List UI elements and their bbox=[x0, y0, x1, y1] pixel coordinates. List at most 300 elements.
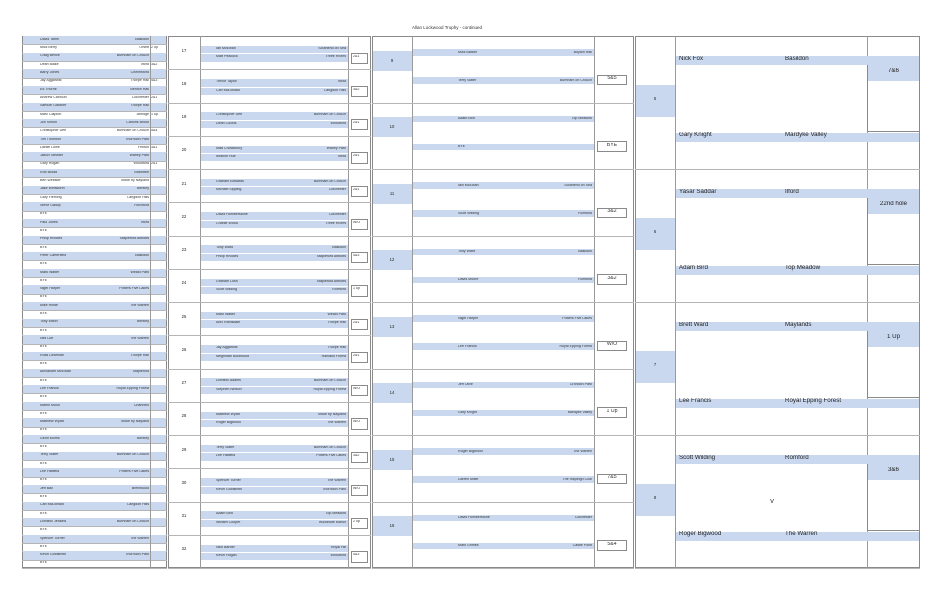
round2-bottom-name: Roger Bigwood bbox=[216, 421, 241, 425]
row-number bbox=[2, 146, 14, 154]
round2-top-club: Southend on Sea bbox=[318, 46, 346, 50]
entrant-name: Philip Rhodes bbox=[40, 237, 63, 241]
entrant-name: Jake Whitworth bbox=[40, 187, 65, 191]
entrant-name: Alexander McEwan bbox=[40, 370, 71, 374]
row-number bbox=[2, 113, 14, 121]
row-number bbox=[2, 262, 14, 270]
entrant-club: Rochford bbox=[134, 204, 149, 208]
round2-top-club: Stapleford Abbotts bbox=[316, 279, 346, 283]
row-number bbox=[2, 188, 14, 196]
row-number bbox=[2, 437, 14, 445]
entrant-club: Braintree bbox=[134, 170, 149, 174]
round2-rule bbox=[168, 402, 371, 403]
row-number bbox=[2, 121, 14, 129]
row-number bbox=[2, 553, 14, 561]
row-number bbox=[2, 354, 14, 362]
round3-bottom-club: Burnham on Crouch bbox=[559, 78, 592, 82]
entrant-club: Thorndon Park bbox=[125, 553, 149, 557]
round2-bottom-name: William Cooper bbox=[216, 520, 241, 524]
round2-match-number: 26 bbox=[181, 347, 187, 352]
round3-bottom-name: Terry Slater bbox=[458, 78, 477, 82]
round2-top-name: Adam Bird bbox=[216, 512, 233, 516]
round3-score: 5&4 bbox=[607, 541, 617, 547]
entrant-name: BYE bbox=[40, 511, 48, 515]
round3-top-club: Boyton Hall bbox=[573, 50, 592, 54]
round2-bottom-club: Thorndon Park bbox=[322, 487, 346, 491]
round2-match-number: 30 bbox=[181, 480, 187, 485]
round3-top-name: Tony Ward bbox=[458, 250, 476, 254]
round2-bottom-name: Ibrahim Hue bbox=[216, 155, 236, 159]
quarters-top-name: Yasar Saddar bbox=[679, 188, 717, 195]
row-number bbox=[2, 171, 14, 179]
entrant-club: Abridge bbox=[136, 112, 149, 116]
entrant-club: Burnham on Crouch bbox=[116, 453, 149, 457]
round2-score: 4&3 bbox=[353, 254, 360, 258]
round2-top-club: Burnham on Crouch bbox=[313, 113, 346, 117]
round3-top-name: Mick Barber bbox=[458, 50, 478, 54]
round3-rule bbox=[372, 568, 634, 569]
row-number bbox=[2, 520, 14, 528]
entrant-name: BYE bbox=[40, 445, 48, 449]
entrant-club: Chelmsford bbox=[130, 71, 149, 75]
entrant-name: BYE bbox=[40, 245, 48, 249]
row-number bbox=[2, 412, 14, 420]
row-number bbox=[2, 321, 14, 329]
row-number bbox=[2, 545, 14, 553]
entrant-club: Bentley bbox=[137, 187, 149, 191]
round2-top-club: Stoke by Nayland bbox=[317, 412, 346, 416]
entrant-club: The Warren bbox=[130, 337, 149, 341]
entrant-result: 5&4 bbox=[151, 129, 158, 133]
round3-top-club: Southend on Sea bbox=[564, 183, 592, 187]
round2-bottom-club: Woodford bbox=[330, 121, 346, 125]
round2-top-club: The Warren bbox=[327, 479, 346, 483]
entrant-name: Paul Jones bbox=[40, 220, 58, 224]
round2-match-number: 22 bbox=[181, 214, 187, 219]
round2-rule bbox=[168, 468, 371, 469]
round3-bottom-name: BYE bbox=[458, 145, 466, 149]
round3-top-name: Jeff Olive bbox=[458, 383, 473, 387]
quarters-match-number: 5 bbox=[653, 97, 657, 102]
row-number bbox=[2, 296, 14, 304]
round3-match-number: 10 bbox=[389, 125, 395, 130]
round2-match-number: 25 bbox=[181, 314, 187, 319]
entrant-name: Gary Hogan bbox=[40, 162, 60, 166]
round2-bottom-name: Kevin Goldsmith bbox=[216, 487, 243, 491]
row-number bbox=[2, 387, 14, 395]
round2-rule bbox=[168, 568, 371, 569]
entrant-name: Gary Fleming bbox=[40, 195, 62, 199]
row-number bbox=[2, 63, 14, 71]
entrant-name: Kevin Goldsmith bbox=[40, 553, 67, 557]
round2-score: 2&1 bbox=[353, 320, 360, 324]
quarters-score: 1 Up bbox=[886, 333, 901, 340]
entrant-club: Ilford bbox=[141, 220, 149, 224]
quarters-versus: V bbox=[770, 498, 775, 505]
entrant-name: BYE bbox=[40, 478, 48, 482]
round3-rule bbox=[372, 369, 634, 370]
round2-top-name: Graham Edwards bbox=[216, 179, 244, 183]
round2-score: W/O bbox=[353, 387, 361, 391]
round2-top-name: Christopher Dee bbox=[216, 113, 243, 117]
round2-top-name: Ian McEwan bbox=[216, 46, 236, 50]
row-number bbox=[2, 479, 14, 487]
row-number bbox=[2, 287, 14, 295]
quarters-top-name: Nick Fox bbox=[679, 55, 704, 62]
round2-top-club: Basildon bbox=[332, 246, 346, 250]
entrant-name: Lee Francis bbox=[40, 386, 59, 390]
round2-match-number: 19 bbox=[181, 115, 187, 120]
round2-bottom-name: Matt Peacock bbox=[216, 55, 238, 59]
round2-score: W/O bbox=[353, 420, 361, 424]
row-number bbox=[2, 487, 14, 495]
quarters-top-club: Basildon bbox=[785, 55, 809, 62]
entrant-club: Potters Five Lakes bbox=[119, 470, 149, 474]
round2-match-number: 24 bbox=[181, 281, 187, 286]
entrant-name: Barry Jones bbox=[40, 71, 60, 75]
round3-match-number: 16 bbox=[389, 524, 395, 529]
entrant-name: Mick Berry bbox=[40, 46, 57, 50]
row-number bbox=[2, 329, 14, 337]
entrant-name: Lee Hatfield bbox=[40, 470, 60, 474]
quarters-rule bbox=[635, 302, 920, 303]
row-number bbox=[2, 562, 14, 570]
row-number bbox=[2, 462, 14, 470]
row-number bbox=[2, 512, 14, 520]
round3-match-number: 15 bbox=[389, 457, 395, 462]
round2-bottom-name: Michael Sipping bbox=[216, 188, 242, 192]
round2-bottom-club: Potters Five Lakes bbox=[316, 454, 346, 458]
entrant-club: Thorpe Hall bbox=[130, 353, 149, 357]
row-number bbox=[2, 429, 14, 437]
row-number bbox=[2, 470, 14, 478]
round3-score: 3&2 bbox=[607, 275, 617, 281]
row-number bbox=[2, 304, 14, 312]
entrant-name: David Tarrel bbox=[40, 37, 60, 41]
round2-bottom-name: Dean Collins bbox=[216, 121, 237, 125]
round3-rule bbox=[372, 103, 634, 104]
round2-rule bbox=[168, 535, 371, 536]
entrant-name: Peter Carterfield bbox=[40, 253, 67, 257]
entrant-club: Orsett bbox=[139, 46, 149, 50]
row-number bbox=[2, 312, 14, 320]
entrant-club: Stapleford bbox=[132, 370, 149, 374]
round3-bottom-club: Romford bbox=[578, 278, 592, 282]
round2-bottom-club: Woodford bbox=[330, 554, 346, 558]
entrant-name: Dominic Jenkins bbox=[40, 519, 67, 523]
row-number bbox=[2, 379, 14, 387]
entrant-name: Jason Stewart bbox=[40, 154, 63, 158]
row-number bbox=[2, 395, 14, 403]
quarters-match-number: 6 bbox=[653, 230, 657, 235]
entrant-name: Nigel Harper bbox=[40, 287, 61, 291]
entrant-name: BYE bbox=[40, 411, 48, 415]
entrant-name: BYE bbox=[40, 228, 48, 232]
round3-bottom-club: Romford bbox=[578, 211, 592, 215]
entrant-club: Stoke by Nayland bbox=[120, 420, 149, 424]
row-number bbox=[2, 454, 14, 462]
entrant-name: Rob Broad bbox=[40, 170, 58, 174]
round3-score: W/O bbox=[606, 342, 618, 348]
round3-bottom-name: Mark Grimes bbox=[458, 544, 479, 548]
entrant-result: 2 up bbox=[151, 46, 158, 50]
round2-score: 2 up bbox=[353, 520, 360, 524]
round3-rule bbox=[372, 169, 634, 170]
round3-bottom-name: Lee Francis bbox=[458, 344, 477, 348]
sheet-title: Allan Lockwood Trophy - continued bbox=[412, 25, 483, 30]
entrant-club bbox=[87, 561, 149, 569]
round2-bottom-club: Stapleford Abbotts bbox=[316, 254, 346, 258]
entrant-name: Terry Slater bbox=[40, 453, 59, 457]
entrant-club: Stoke by Nayland bbox=[120, 179, 149, 183]
round3-bottom-club: The Rayleigh Club bbox=[562, 477, 592, 481]
round3-top-club: Top Meadow bbox=[571, 117, 592, 121]
quarters-match-number: 8 bbox=[653, 496, 657, 501]
round2-top-club: Warley Park bbox=[326, 146, 346, 150]
entrant-club: Basildon bbox=[135, 253, 149, 257]
entrant-club: Warley Park bbox=[129, 154, 149, 158]
row-number bbox=[2, 204, 14, 212]
round2-match-number: 32 bbox=[181, 547, 187, 552]
round2-bottom-club: Ilford bbox=[338, 155, 346, 159]
round2-top-name: Spencer Turner bbox=[216, 479, 241, 483]
row-number bbox=[2, 246, 14, 254]
round3-bottom-club bbox=[522, 145, 592, 150]
round2-bottom-club: Woodside Manor bbox=[318, 520, 346, 524]
round2-top-name: Matthew Wyatt bbox=[216, 412, 240, 416]
round3-top-name: Iain McEwan bbox=[458, 183, 479, 187]
round2-top-club: Royal Hill bbox=[330, 545, 346, 549]
round2-match-number: 31 bbox=[181, 514, 187, 519]
entrant-name: BYE bbox=[40, 278, 48, 282]
round2-top-name: David Humberstone bbox=[216, 213, 248, 217]
round3-top-club: Potters Five Lakes bbox=[562, 316, 592, 320]
entrant-result: 2&1 bbox=[151, 162, 158, 166]
round3-top-name: David Humberstone bbox=[458, 516, 490, 520]
entrant-name: Mike Hinde bbox=[40, 303, 58, 307]
entrants-divider bbox=[150, 36, 151, 568]
round2-bottom-name: Philip Rhodes bbox=[216, 254, 239, 258]
round2-bottom-club: Colchester bbox=[328, 188, 346, 192]
entrant-name: Craig Bence bbox=[40, 54, 60, 58]
row-number bbox=[2, 179, 14, 187]
row-number bbox=[2, 528, 14, 536]
round3-rule bbox=[372, 302, 634, 303]
round2-score: 2&1 bbox=[353, 121, 360, 125]
round2-top-club: Colchester bbox=[328, 213, 346, 217]
entrant-name: BYE bbox=[40, 345, 48, 349]
round2-match-number: 21 bbox=[181, 181, 187, 186]
round2-score: 4&3 bbox=[353, 553, 360, 557]
entrant-name: BYE bbox=[40, 461, 48, 465]
entrant-club: Burnham on Crouch bbox=[116, 129, 149, 133]
entrant-result: 4&3 bbox=[151, 79, 158, 83]
row-number bbox=[2, 213, 14, 221]
quarters-bottom-club: The Warren bbox=[785, 530, 818, 537]
round2-bottom-club: Hainault Forest bbox=[321, 354, 346, 358]
entrant-name: BYE bbox=[40, 361, 48, 365]
entrant-name: Neil Luff bbox=[40, 337, 54, 341]
quarters-bottom-name: Lee Francis bbox=[679, 397, 712, 404]
entrant-name: Ben Webster bbox=[40, 179, 61, 183]
round2-rule bbox=[168, 169, 371, 170]
round2-top-name: Graham Lush bbox=[216, 279, 238, 283]
round3-score: 3&2 bbox=[607, 209, 617, 215]
row-number bbox=[2, 271, 14, 279]
entrant-name: Tim Thornton bbox=[40, 137, 62, 141]
round3-bottom-name: Darren Miller bbox=[458, 477, 479, 481]
round2-bottom-club: Royal Epping Forest bbox=[313, 387, 346, 391]
entrant-club: Canons Brook bbox=[126, 120, 149, 124]
entrant-name: Ross Dearman bbox=[40, 353, 64, 357]
row-number bbox=[2, 537, 14, 545]
round2-match-number: 27 bbox=[181, 381, 187, 386]
entrant-name: Geoff Morris bbox=[40, 436, 60, 440]
round2-top-name: Dominic Adams bbox=[216, 379, 241, 383]
row-number bbox=[2, 129, 14, 137]
row-number bbox=[2, 96, 14, 104]
entrant-name: BYE bbox=[40, 528, 48, 532]
round2-top-name: Tony Ward bbox=[216, 246, 234, 250]
row-number bbox=[2, 279, 14, 287]
round2-score: 2&1 bbox=[353, 353, 360, 357]
entrant-name: BYE bbox=[40, 494, 48, 498]
round3-top-name: Roger Bigwood bbox=[458, 449, 483, 453]
quarters-match-number: 7 bbox=[653, 363, 657, 368]
round2-score: 3&2 bbox=[353, 87, 360, 91]
round3-top-name: Adam Bird bbox=[458, 117, 475, 121]
round3-score: BYE bbox=[606, 142, 618, 148]
round2-bottom-club: Romford bbox=[332, 288, 346, 292]
entrant-name: Ed Thorne bbox=[40, 87, 57, 91]
row-number bbox=[2, 154, 14, 162]
round2-top-club: Ilford bbox=[338, 80, 346, 84]
row-number bbox=[2, 337, 14, 345]
entrant-name: Samuel Gardner bbox=[40, 104, 67, 108]
row-number bbox=[2, 495, 14, 503]
quarters-top-name: Scott Wilding bbox=[679, 454, 716, 461]
round2-bottom-club: Langdon Hills bbox=[324, 88, 346, 92]
round3-score: 5&5 bbox=[607, 76, 617, 82]
entrant-name: Jon Simon bbox=[40, 120, 57, 124]
row-number bbox=[2, 445, 14, 453]
round3-match-number: 11 bbox=[389, 191, 395, 196]
entrant-result: 3&2 bbox=[151, 62, 158, 66]
round3-top-club: The Warren bbox=[573, 449, 592, 453]
entrant-club: Weald Park bbox=[130, 270, 149, 274]
quarters-top-club: Romford bbox=[785, 454, 809, 461]
entrant-name: BYE bbox=[40, 312, 48, 316]
entrant-name: Christopher Dee bbox=[40, 129, 67, 133]
round2-bottom-club: Three Rivers bbox=[325, 55, 346, 59]
entrant-club: Woodford bbox=[133, 162, 149, 166]
round3-bottom-club: Royal Epping Forest bbox=[559, 344, 592, 348]
entrant-club: Burnham on Crouch bbox=[116, 519, 149, 523]
entrant-result: 2&1 bbox=[151, 95, 158, 99]
quarters-rule bbox=[635, 435, 920, 436]
row-number bbox=[2, 254, 14, 262]
round2-rule bbox=[168, 236, 371, 237]
entrant-club: Stapleford Abbotts bbox=[119, 237, 149, 241]
round3-bottom-name: Scott Wilding bbox=[458, 211, 479, 215]
entrant-club: The Warren bbox=[130, 536, 149, 540]
quarters-rule bbox=[635, 169, 920, 170]
round2-bottom-name: Kevin Hogan bbox=[216, 554, 237, 558]
entrant-name: BYE bbox=[40, 544, 48, 548]
row-number bbox=[2, 504, 14, 512]
entrant-name: Martin Moon bbox=[40, 403, 60, 407]
entrant-name: BYE bbox=[40, 328, 48, 332]
entrant-name: Steve Gallop bbox=[40, 204, 61, 208]
row-number bbox=[2, 238, 14, 246]
quarters-bottom-club: Top Meadow bbox=[785, 264, 821, 271]
row-number bbox=[2, 420, 14, 428]
round2-match-number: 20 bbox=[181, 148, 187, 153]
entrant-club: Thorpe Hall bbox=[130, 79, 149, 83]
round2-score: 2&1 bbox=[353, 187, 360, 191]
entrant-name: BYE bbox=[40, 428, 48, 432]
row-number bbox=[2, 138, 14, 146]
quarters-top-club: Maylands bbox=[785, 321, 812, 328]
entrant-name: Marc Clapton bbox=[40, 112, 62, 116]
round3-bottom-name: Gary Knight bbox=[458, 411, 477, 415]
row-number bbox=[2, 55, 14, 63]
entrant-name: BYE bbox=[40, 295, 48, 299]
entrant-name: BYE bbox=[40, 378, 48, 382]
row-number bbox=[2, 163, 14, 171]
row-number bbox=[2, 346, 14, 354]
row-number bbox=[2, 88, 14, 96]
row-number bbox=[2, 362, 14, 370]
entrant-club: The Warren bbox=[130, 303, 149, 307]
entrant-club: Bentley bbox=[137, 436, 149, 440]
quarters-bottom-name: Adam Bird bbox=[679, 264, 708, 271]
entrant-result: 3&1 bbox=[151, 145, 158, 149]
round2-top-club: Thorpe Hall bbox=[327, 346, 346, 350]
entrant-name: Jeff Ball bbox=[40, 486, 53, 490]
row-number bbox=[2, 71, 14, 79]
row-number bbox=[2, 221, 14, 229]
entrant-club: Thorndon Park bbox=[125, 137, 149, 141]
entrant-name: Mark Walter bbox=[40, 270, 60, 274]
round2-match-number: 18 bbox=[181, 81, 187, 86]
round2-score: 3&2 bbox=[353, 453, 360, 457]
entrant-name: Jay Aggarwal bbox=[40, 79, 62, 83]
entrant-name: Tony Mann bbox=[40, 320, 58, 324]
entrant-name: BYE bbox=[40, 212, 48, 216]
entrant-name: Matthew Wyatt bbox=[40, 420, 64, 424]
round2-top-name: Nick Barber bbox=[216, 545, 235, 549]
round2-score: 2&1 bbox=[353, 54, 360, 58]
entrant-club: Burnham on Crouch bbox=[116, 54, 149, 58]
entrant-name: Carl McDonald bbox=[40, 503, 64, 507]
round2-rule bbox=[168, 302, 371, 303]
round2-top-club: Top Meadow bbox=[325, 512, 346, 516]
quarters-score: 3&6 bbox=[887, 466, 899, 473]
round2-top-club: Burnham on Crouch bbox=[313, 445, 346, 449]
row-number bbox=[2, 229, 14, 237]
round2-rule bbox=[168, 103, 371, 104]
round3-top-club: Colchester bbox=[574, 516, 592, 520]
round2-rule bbox=[168, 369, 371, 370]
round2-score: W/O bbox=[353, 220, 361, 224]
entrant-club: Langdon Hills bbox=[127, 195, 149, 199]
entrant-club: Thorpe Hall bbox=[130, 104, 149, 108]
round3-rule bbox=[372, 435, 634, 436]
quarters-score: 22nd hole bbox=[879, 200, 908, 207]
round2-bottom-name: Lee Hatfield bbox=[216, 454, 236, 458]
entrant-name: Daniel Lowe bbox=[40, 145, 60, 149]
